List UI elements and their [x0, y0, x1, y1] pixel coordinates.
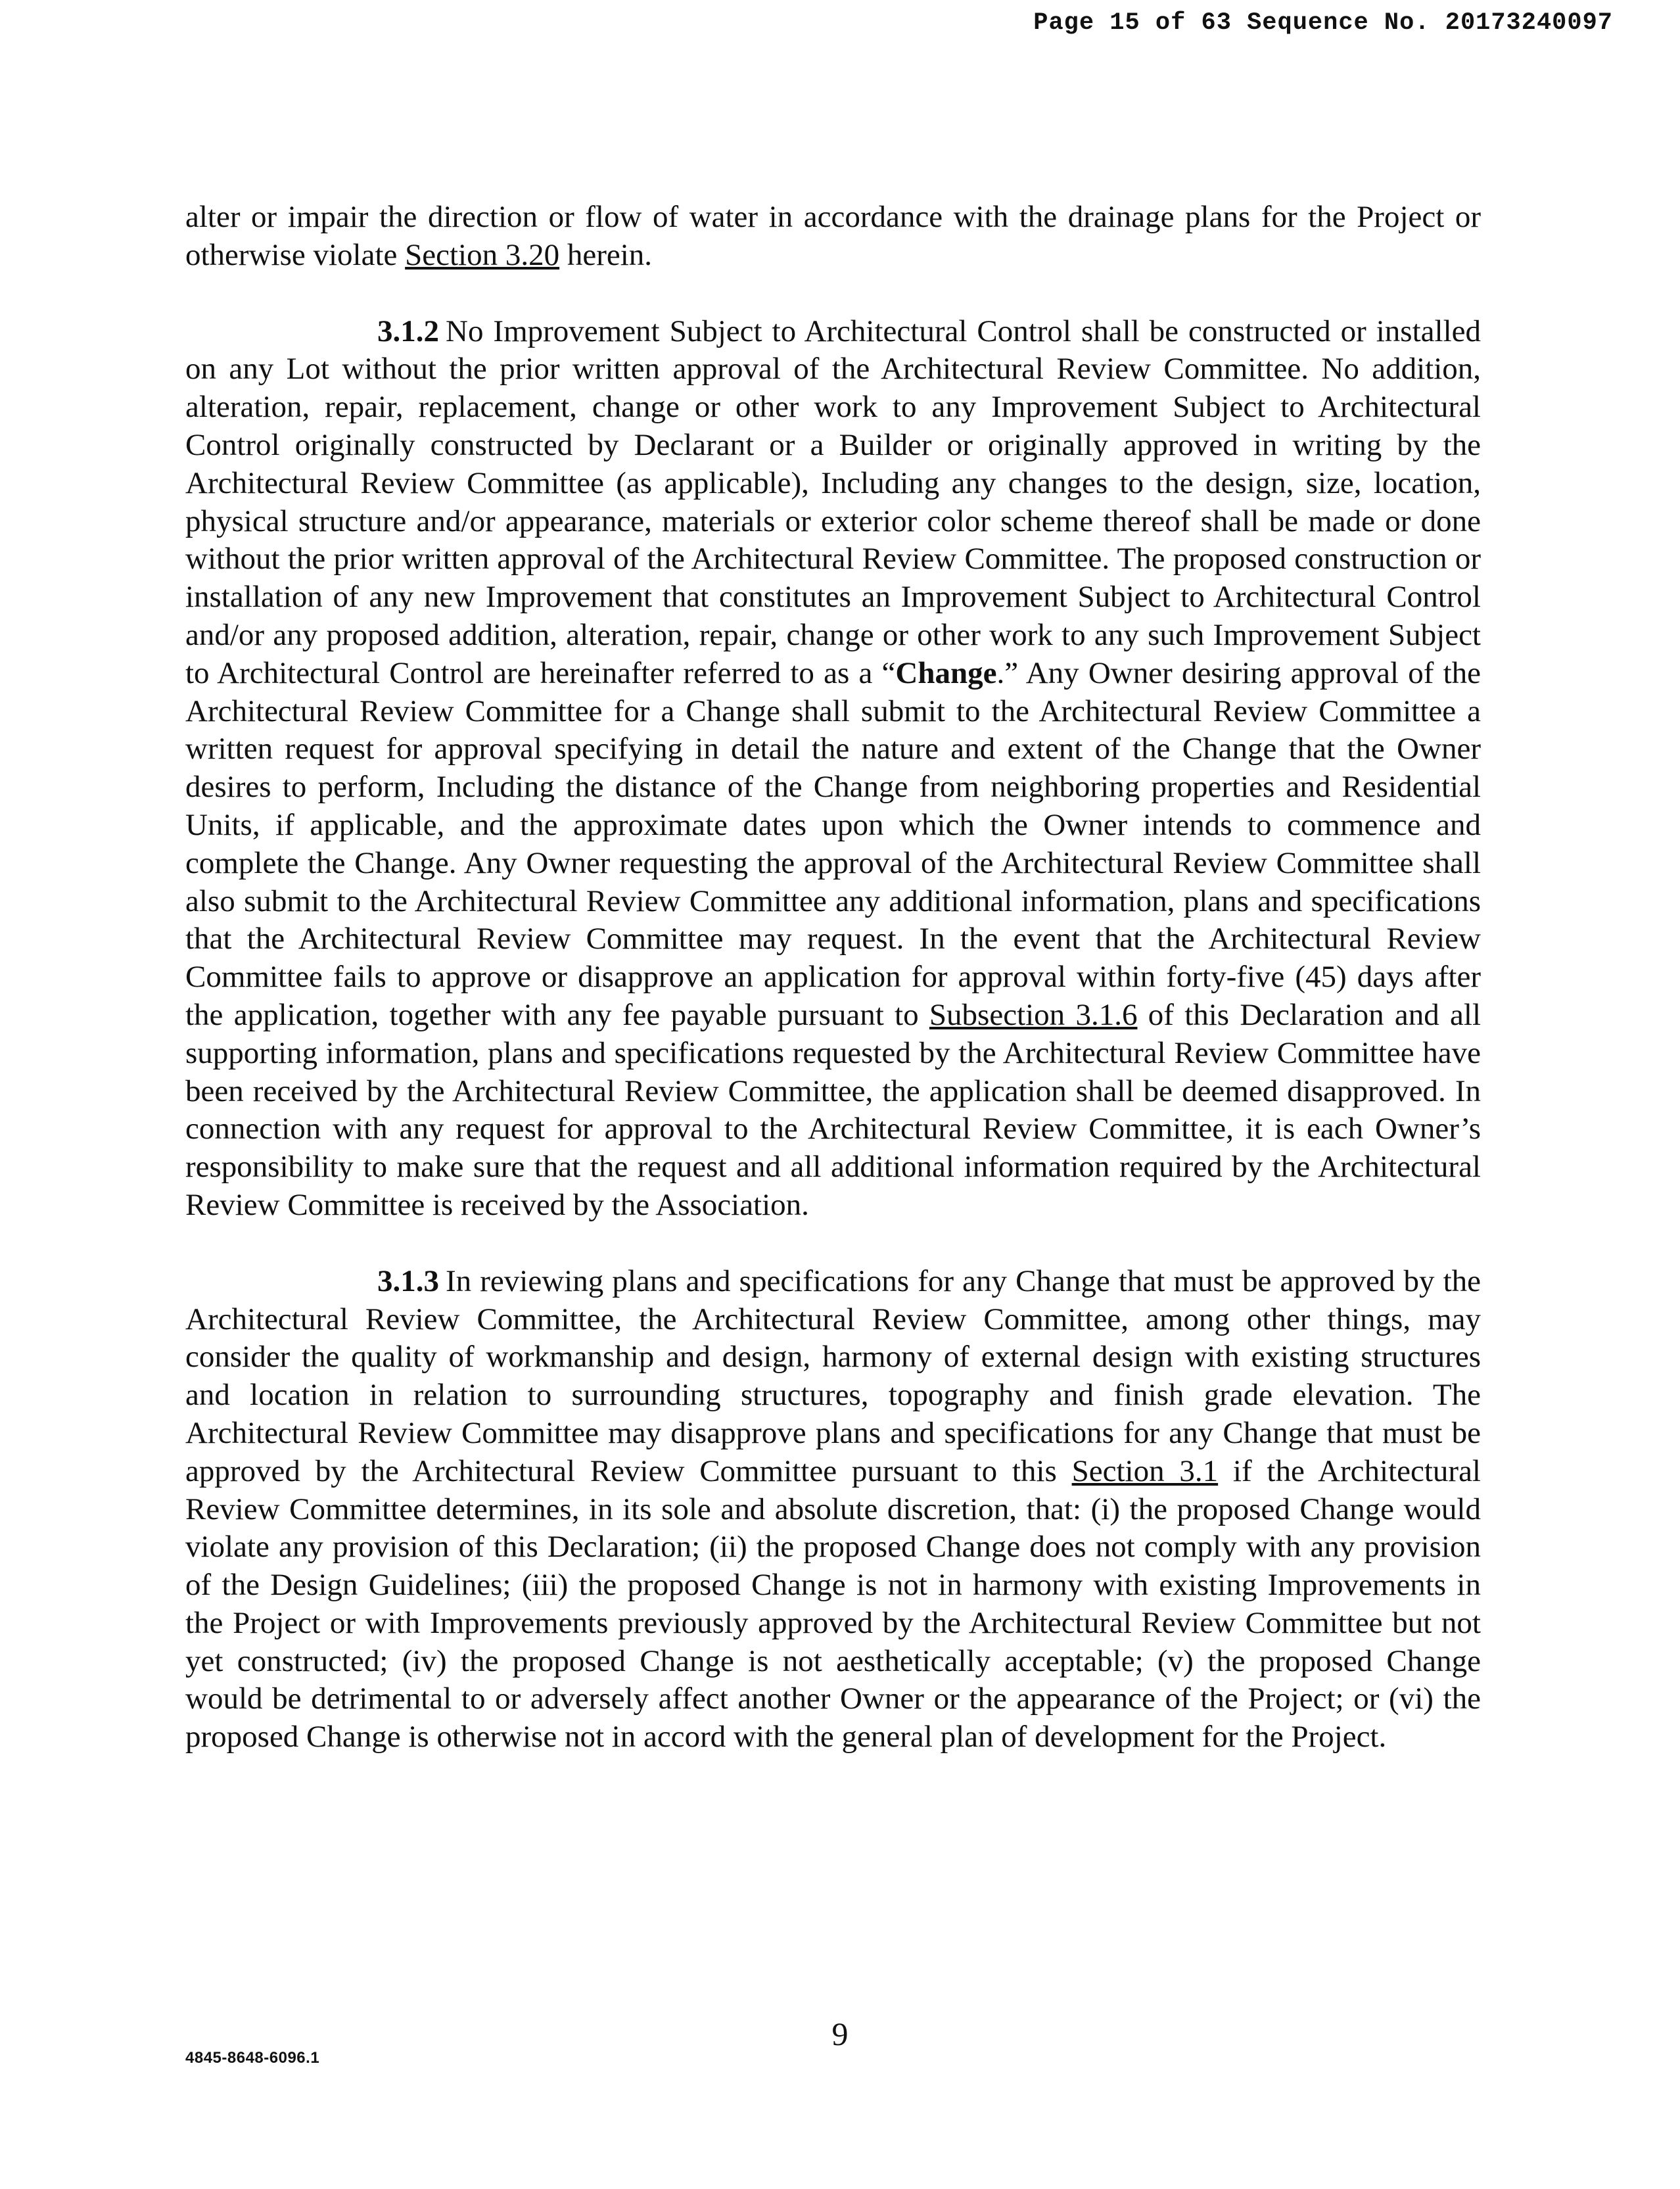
paragraph-text: if the Architectural Review Committee determines, in its sole and absolute discretion, that: (i) the proposed Change would violate any provision of this Declaration; (ii) the proposed Change does not comply with any provision of the Design Guidelines; (iii) the proposed Change is not in harmony with existing Improvements in the Project or with Improvements previously approved by the Architectural Review Committee but not yet constructed; (iv) the proposed Change is not aesthetically acceptable; (v) the proposed Change would be detrimental to or adversely affect another Owner or the appearance of the Project; or (vi) the proposed Change is otherwise not in accord with the general plan of development for the Project. [185, 1453, 1481, 1754]
subsection-reference-link[interactable]: Subsection 3.1.6 [929, 997, 1138, 1032]
paragraph-text: In reviewing plans and specifications for any Change that must be approved by the Architectural Review Committee, the Architectural Review Committee, among other things, may consider the quality of workmanship and design, harmony of external design with existing structures and location in relation to surrounding structures, topography and finish grade elevation. The Architectural Review Committee may disapprove plans and specifications for any Change that must be approved by the Architectural Review Committee pursuant to this [185, 1263, 1481, 1488]
paragraph-text: alter or impair the direction or flow of water in accordance with the drainage plans for the Project or otherwise violate [185, 200, 1481, 272]
document-body [185, 199, 1481, 1756]
paragraph-continuation [185, 199, 1481, 275]
paragraph-3-1-3 [185, 1263, 1481, 1756]
section-reference-link[interactable]: Section 3.1 [1071, 1453, 1219, 1488]
section-reference-link[interactable]: Section 3.20 [405, 237, 560, 272]
section-number: 3.1.3 [377, 1263, 439, 1298]
document-id: 4845-8648-6096.1 [185, 2049, 320, 2067]
page-sequence-header: Page 15 of 63 Sequence No. 20173240097 [1033, 9, 1613, 37]
page-number: 9 [831, 2015, 849, 2052]
paragraph-text: .” Any Owner desiring approval of the Architectural Review Committee for a Change shall submit to the Architectural Review Committee a written request for approval specifying in detail the nature and extent of the Change that the Owner desires to perform, Including the distance of the Change from neighboring properties and Residential Units, if applicable, and the approximate dates upon which the Owner intends to commence and complete the Change. Any Owner requesting the approval of the Architectural Review Committee shall also submit to the Architectural Review Committee any additional information, plans and specifications that the Architectural Review Committee may request. In the event that the Architectural Review Committee fails to approve or disapprove an application for approval within forty-five (45) days after the application, together with any fee payable pursuant to [185, 655, 1481, 1032]
paragraph-text: of this Declaration and all supporting information, plans and specifications requested by the Architectural Review Committee have been received by the Architectural Review Committee, the application shall be deemed disapproved. In connection with any request for approval to the Architectural Review Committee, it is each Owner’s responsibility to make sure that the request and all additional information required by the Architectural Review Committee is received by the Association. [185, 997, 1482, 1222]
paragraph-text: herein. [559, 237, 653, 272]
section-number: 3.1.2 [377, 314, 439, 348]
defined-term: Change [895, 655, 997, 690]
paragraph-text: No Improvement Subject to Architectural Control shall be constructed or installed on any Lot without the prior written approval of the Architectural Review Committee. No addition, alteration, repair, replacement, change or other work to any Improvement Subject to Architectural Control originally constructed by Declarant or a Builder or originally approved in writing by the Architectural Review Committee (as applicable), Including any changes to the design, size, location, physical structure and/or appearance, materials or exterior color scheme thereof shall be made or done without the prior written approval of the Architectural Review Committee. The proposed construction or installation of any new Improvement that constitutes an Improvement Subject to Architectural Control and/or any proposed addition, alteration, repair, change or other work to any such Improvement Subject to Architectural Control are hereinafter referred to as a “ [185, 314, 1481, 690]
paragraph-3-1-2 [185, 313, 1481, 1225]
